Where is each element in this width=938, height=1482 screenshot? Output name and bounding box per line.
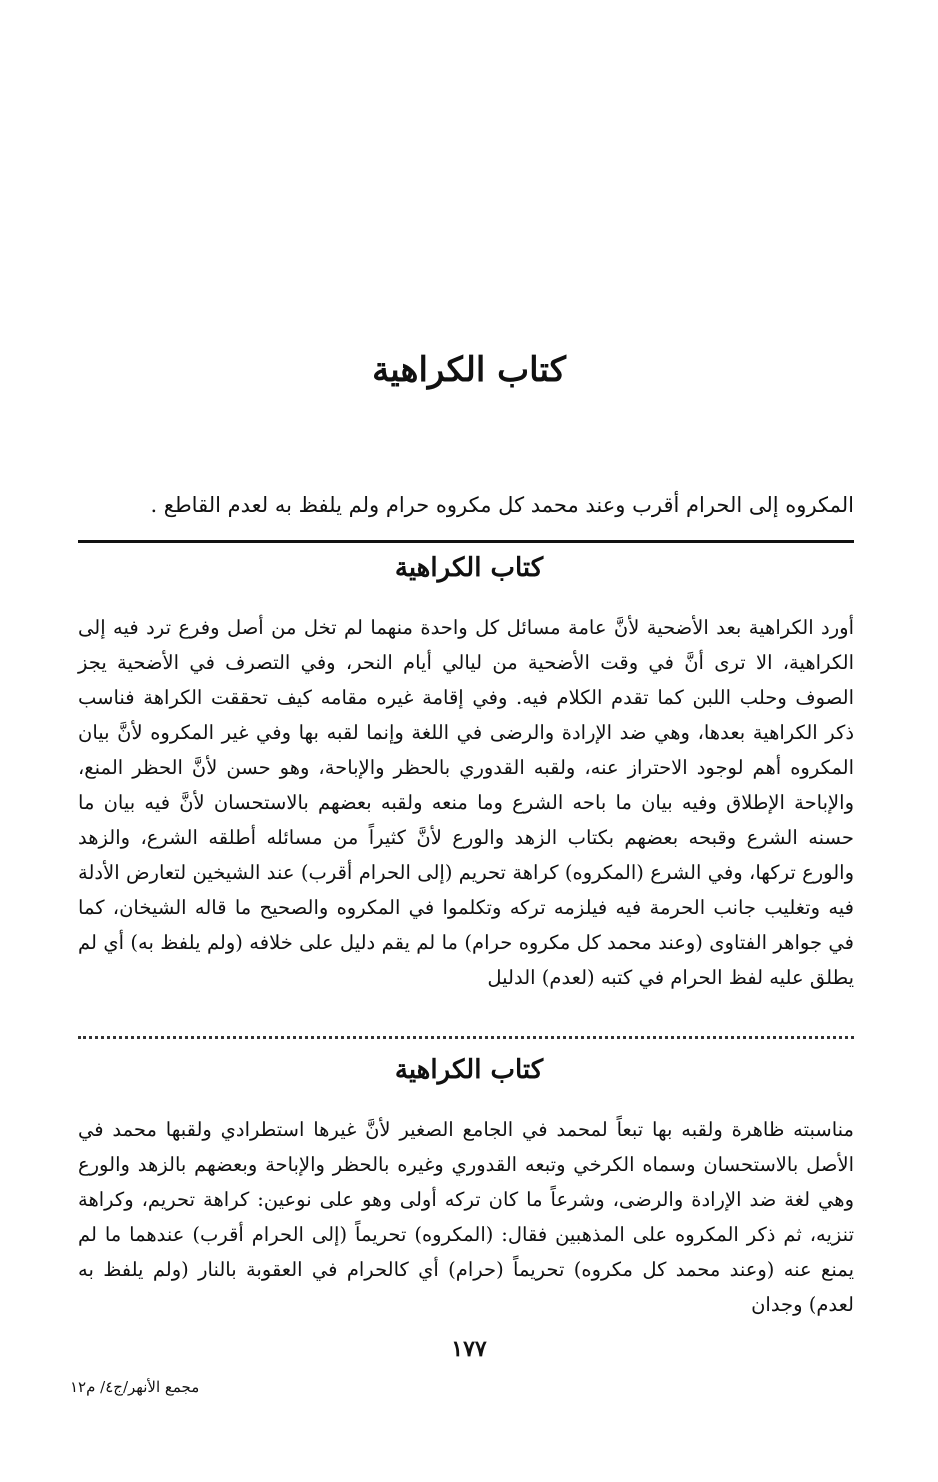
signature-mark: مجمع الأنهر/ج٤/ م١٢ [70,1378,200,1396]
commentary-1-title: كتاب الكراهية [394,553,544,583]
main-title: كتاب الكراهية [372,350,566,390]
matn-divider [78,540,854,543]
matn-text: المكروه إلى الحرام أقرب وعند محمد كل مكروه حرام ولم يلفظ به لعدم القاطع . [150,493,854,517]
commentary-2-title: كتاب الكراهية [394,1055,544,1085]
commentary-2-text: مناسبته ظاهرة ولقبه بها تبعاً لمحمد في الجامع الصغير لأنَّ غيرها استطرادي ولقبها محمد في الأصل بالاستحسان وسماه الكرخي وتبعه القدوري وغيره بالحظر والإباحة وبعضهم بالزهد والورع وهي لغة ضد الإرادة والرضى، وشرعاً ما كان تركه أولى وهو على نوعين: كراهة تحريم، وكراهة تنزيه، ثم ذكر المكروه على المذهبين فقال: (المكروه) تحريماً (إلى الحرام أقرب) عندهما ما لم يمنع عنه (وعند محمد كل مكروه) تحريماً (حرام) أي كالحرام في العقوبة بالنار (ولم يلفظ به لعدم) وجدان [78,1118,854,1316]
commentary-divider [78,1036,854,1039]
page-number: ١٧٧ [451,1336,487,1362]
commentary-1-text: أورد الكراهية بعد الأضحية لأنَّ عامة مسائل كل واحدة منهما لم تخل من أصل وفرع ترد فيه إلى الكراهية، الا ترى أنَّ في وقت الأضحية من ليالي أيام النحر، وفي التصرف في الأضحية يجز الصوف وحلب اللبن كما تقدم الكلام فيه. وفي إقامة غيره مقامه كيف تحققت الكراهة فناسب ذكر الكراهية بعدها، وهي ضد الإرادة والرضى في اللغة وإنما لقبه بها وفي غير المكروه لأنَّ بيان المكروه أهم لوجود الاحتراز عنه، ولقبه القدوري بالحظر والإباحة، وهو حسن لأنَّ الحظر المنع، والإباحة الإطلاق وفيه بيان ما باحه الشرع وما منعه ولقبه بعضهم بالاستحسان لأنَّ فيه بيان ما حسنه الشرع وقبحه بعضهم بكتاب الزهد والورع لأنَّ كثيراً من مسائله أطلقه الشرع، والزهد والورع تركها، وفي الشرع (المكروه) كراهة تحريم (إلى الحرام أقرب) عند الشيخين لتعارض الأدلة فيه وتغليب جانب الحرمة فيه فيلزمه تركه وتكلموا في المكروه والصحيح ما قاله الشيخان، كما في جواهر الفتاوى (وعند محمد كل مكروه حرام) ما لم يقم دليل على خلافه (ولم يلفظ به) أي لم يطلق عليه لفظ الحرام في كتبه (لعدم) الدليل [78,616,854,989]
